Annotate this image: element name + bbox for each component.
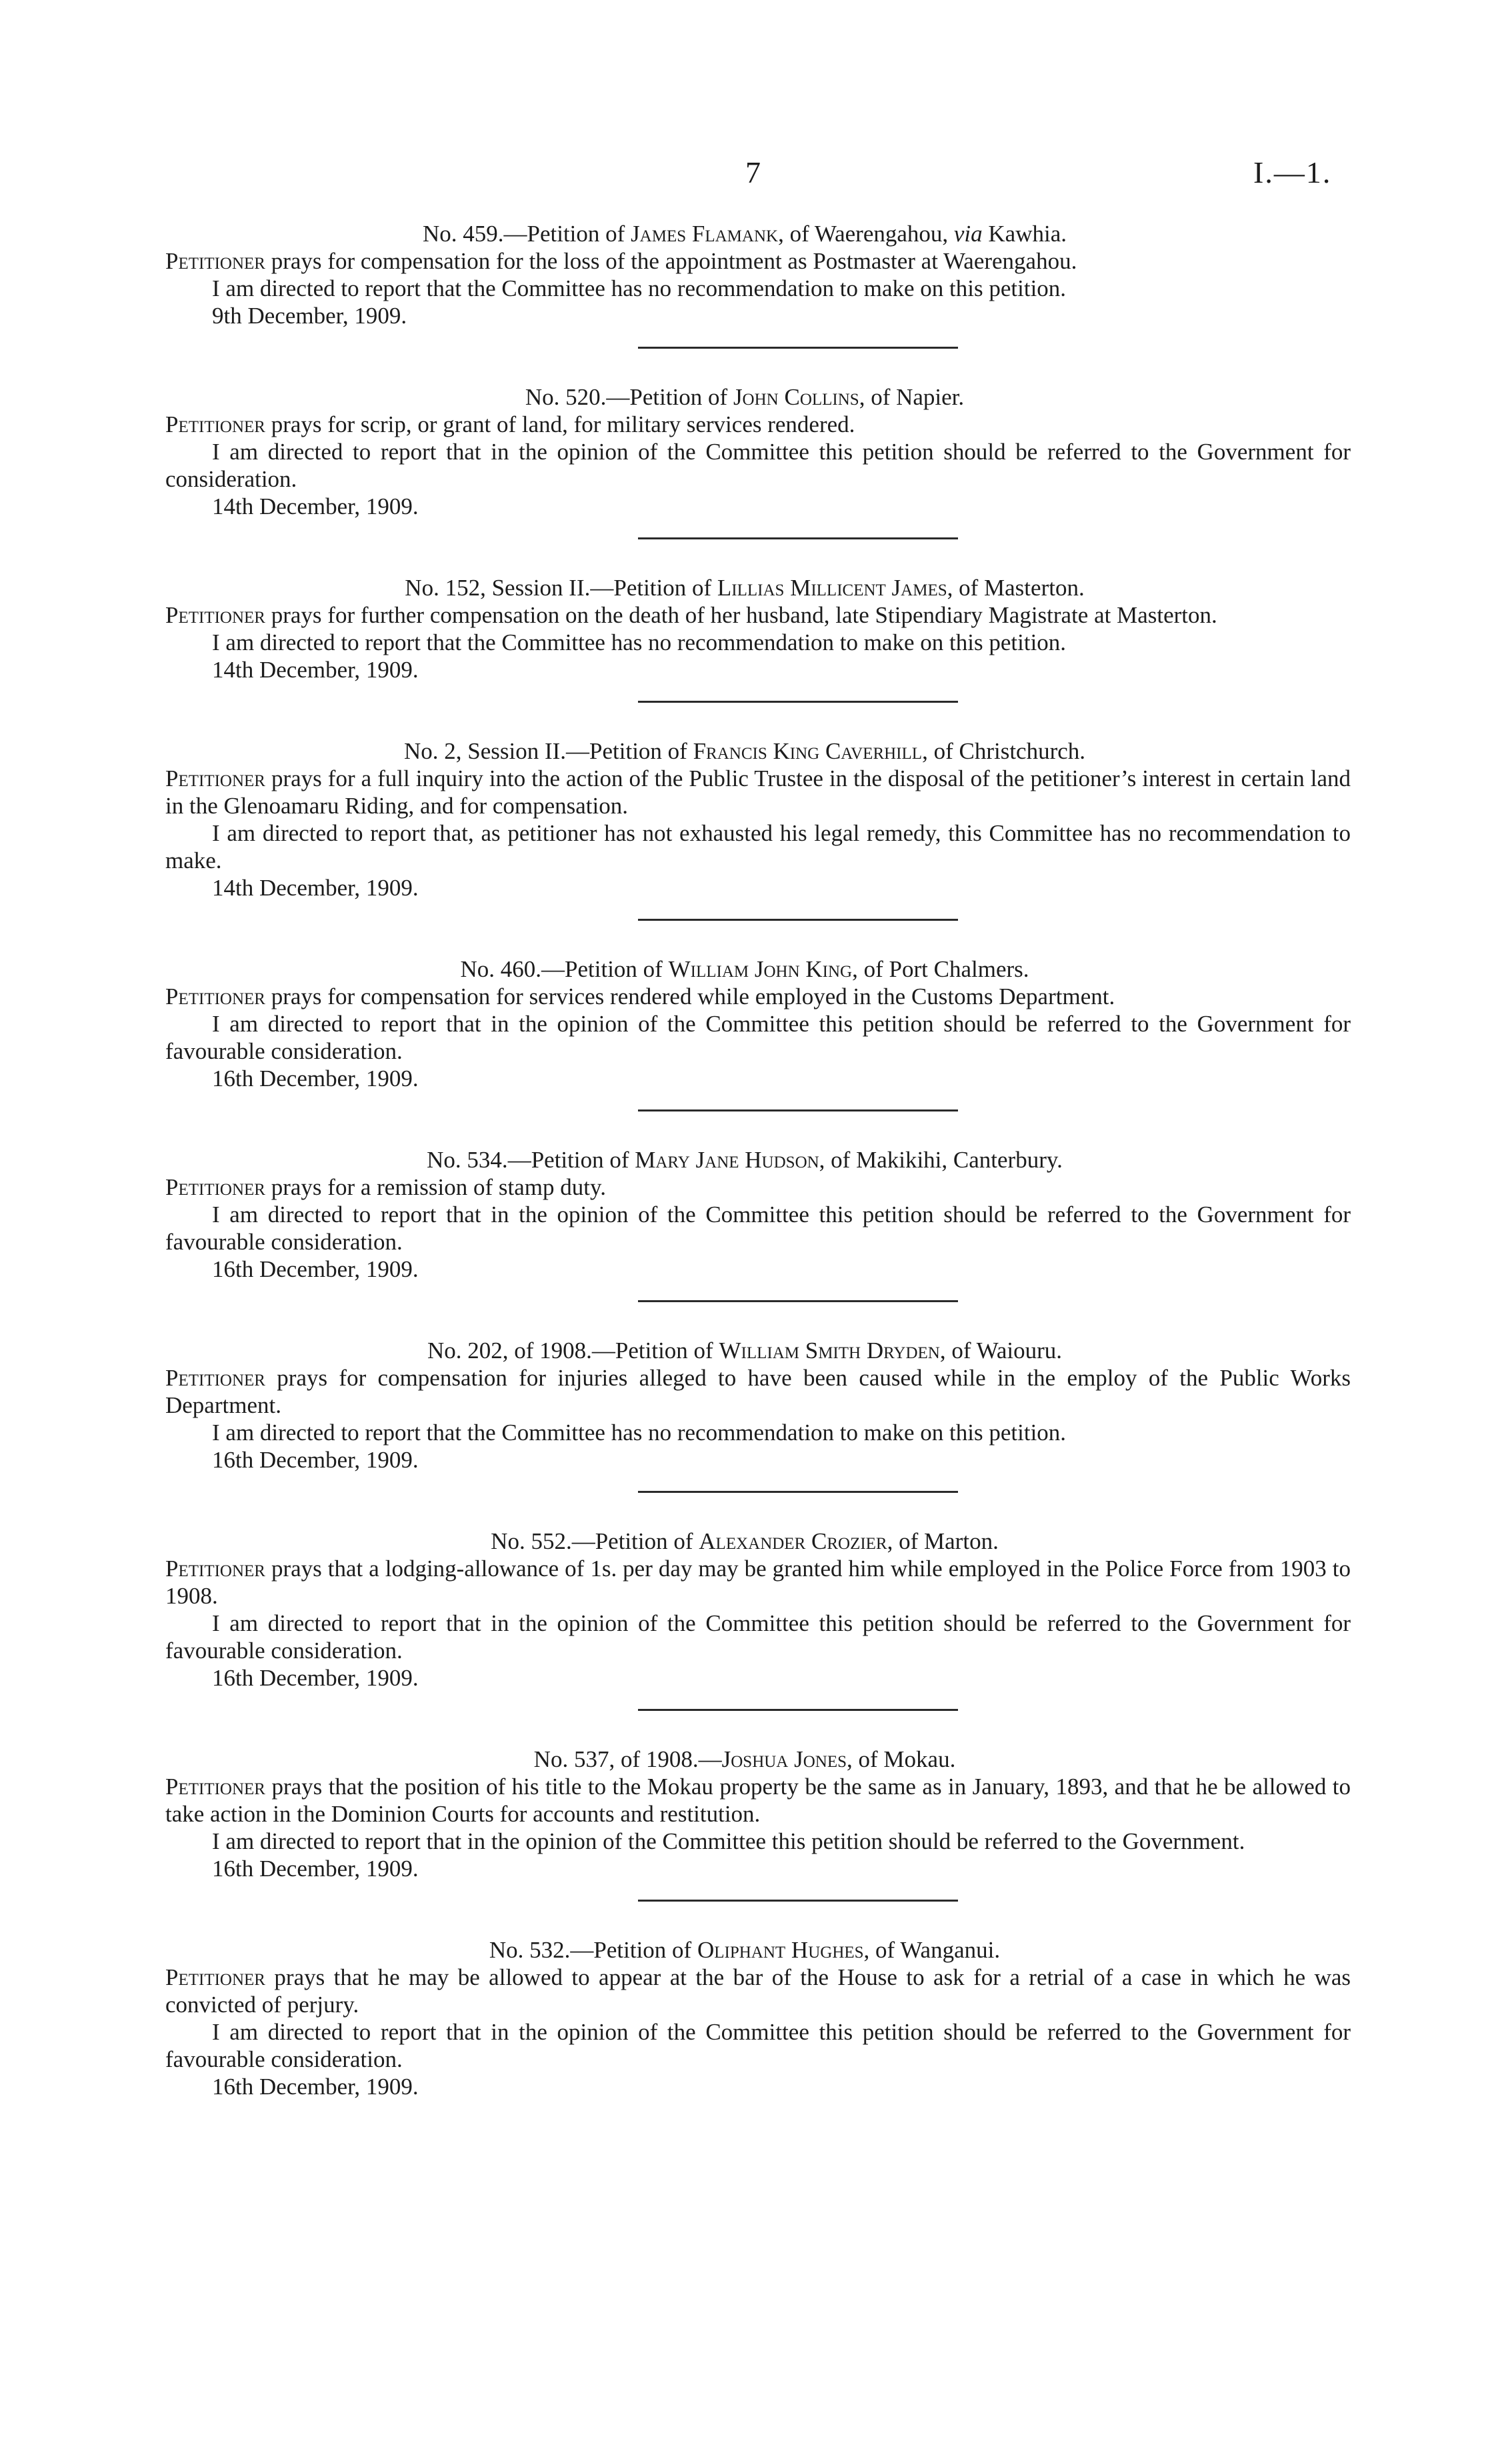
petition-prayer: Petitioner prays for further compensation on the death of her husband, late Stipendiary Magistrate at Masterton.: [165, 602, 1217, 628]
petition-title: No. 459.—Petition of James Flamank, of Waerengahou, via Kawhia.: [422, 221, 1067, 247]
section-divider: [638, 347, 958, 349]
petition-prayer: Petitioner prays for scrip, or grant of land, for military services rendered.: [165, 411, 855, 437]
section-divider: [638, 1900, 958, 1902]
committee-report: I am directed to report that the Committee has no recommendation to make on this petition.: [212, 275, 1067, 301]
committee-report: I am directed to report that in the opinion of the Committee this petition should be referred to the Government for favourable consideration.: [165, 1610, 1351, 1664]
petitioner-place: Port Chalmers.: [889, 956, 1029, 982]
petition-prayer: Petitioner prays that a lodging-allowance of 1s. per day may be granted him while employed in the Police Force from 1903 to 1908.: [165, 1556, 1351, 1609]
petitioner-name: William John King: [668, 956, 853, 982]
petition-number: No. 537, of 1908.: [533, 1746, 699, 1772]
petition-title: No. 537, of 1908.—Joshua Jones, of Mokau.: [533, 1746, 956, 1772]
petition-entry: [165, 574, 1351, 683]
petitioner-name: Mary Jane Hudson: [635, 1147, 819, 1173]
section-divider: [638, 1491, 958, 1493]
petition-prayer: Petitioner prays for a full inquiry into the action of the Public Trustee in the disposal of the petitioner’s interest in certain land in the Glenoamaru Riding, and for compensation.: [165, 765, 1351, 819]
petition-number: No. 152, Session II.: [405, 575, 591, 601]
petitioner-place: Wanganui.: [900, 1937, 1001, 1963]
petitioner-place: Makikihi, Canterbury.: [856, 1147, 1063, 1173]
petition-entry: [165, 1337, 1351, 1474]
petition-entry: [165, 1528, 1351, 1692]
report-date: 16th December, 1909.: [212, 2074, 419, 2100]
petition-prayer: Petitioner prays that he may be allowed to appear at the bar of the House to ask for a retrial of a case in which he was convicted of perjury.: [165, 1964, 1351, 2018]
section-divider: [638, 1709, 958, 1711]
petition-title: No. 532.—Petition of Oliphant Hughes, of Wanganui.: [489, 1937, 1001, 1963]
committee-report: I am directed to report that in the opinion of the Committee this petition should be referred to the Government for favourable consideration.: [165, 1201, 1351, 1255]
section-divider: [638, 1109, 958, 1111]
petitioner-place: Mokau.: [883, 1746, 956, 1772]
petition-prayer: Petitioner prays for a remission of stamp duty.: [165, 1174, 606, 1200]
petitioner-name: Francis King Caverhill: [693, 738, 923, 764]
petition-number: No. 459.: [422, 221, 504, 247]
petition-number: No. 532.: [489, 1937, 571, 1963]
committee-report: I am directed to report that in the opinion of the Committee this petition should be referred to the Government.: [212, 1828, 1245, 1854]
petitioner-name: Lillias Millicent James: [717, 575, 947, 601]
petitioner-place: Masterton.: [984, 575, 1085, 601]
place-via: via: [953, 221, 983, 247]
committee-report: I am directed to report that, as petitioner has not exhausted his legal remedy, this Committee has no recommendation to make.: [165, 820, 1351, 873]
paper-reference: I.—1.: [1253, 155, 1332, 189]
petition-title: No. 520.—Petition of John Collins, of Napier.: [525, 384, 965, 410]
petition-title: No. 152, Session II.—Petition of Lillias Millicent James, of Masterton.: [405, 575, 1085, 601]
petition-number: No. 202, of 1908.: [427, 1338, 592, 1364]
petitioner-name: James Flamank: [631, 221, 779, 247]
report-date: 9th December, 1909.: [212, 303, 407, 329]
petition-title: No. 202, of 1908.—Petition of William Smith Dryden, of Waiouru.: [427, 1338, 1063, 1364]
petitioner-name: John Collins: [733, 384, 859, 410]
petition-prayer: Petitioner prays for compensation for services rendered while employed in the Customs Department.: [165, 983, 1115, 1009]
petitioner-name: Joshua Jones: [721, 1746, 847, 1772]
section-divider: [638, 919, 958, 921]
petition-number: No. 520.: [525, 384, 607, 410]
petitioner-place: Waerengahou,: [814, 221, 949, 247]
petition-prayer: Petitioner prays for compensation for injuries alleged to have been caused while in the employ of the Public Works Department.: [165, 1365, 1351, 1418]
petition-title: No. 460.—Petition of William John King, of Port Chalmers.: [460, 956, 1029, 982]
petitioner-place: Napier.: [896, 384, 965, 410]
petition-prayer: Petitioner prays that the position of his title to the Mokau property be the same as in January, 1893, and that he be allowed to take action in the Dominion Courts for accounts and restitution.: [165, 1774, 1351, 1827]
petition-entry: [165, 220, 1351, 329]
petition-entry: [165, 1146, 1351, 1283]
petition-entry: [165, 383, 1351, 520]
page-number: 7: [745, 155, 761, 189]
report-date: 14th December, 1909.: [212, 493, 419, 519]
committee-report: I am directed to report that in the opinion of the Committee this petition should be referred to the Government for favourable consideration.: [165, 2019, 1351, 2072]
petition-title: No. 552.—Petition of Alexander Crozier, of Marton.: [491, 1528, 999, 1554]
committee-report: I am directed to report that in the opinion of the Committee this petition should be referred to the Government for consideration.: [165, 439, 1351, 492]
report-date: 16th December, 1909.: [212, 1447, 419, 1473]
petitioner-name: William Smith Dryden: [719, 1338, 940, 1364]
section-divider: [638, 701, 958, 703]
committee-report: I am directed to report that the Committee has no recommendation to make on this petition.: [212, 629, 1067, 655]
petition-entry: [165, 1746, 1351, 1882]
petitioner-place: Christchurch.: [959, 738, 1086, 764]
report-date: 16th December, 1909.: [212, 1065, 419, 1091]
committee-report: I am directed to report that in the opinion of the Committee this petition should be referred to the Government for favourable consideration.: [165, 1011, 1351, 1064]
section-divider: [638, 537, 958, 539]
report-date: 16th December, 1909.: [212, 1856, 419, 1882]
petitioner-name: Alexander Crozier: [699, 1528, 887, 1554]
petitioner-name: Oliphant Hughes: [697, 1937, 864, 1963]
petition-title: No. 2, Session II.—Petition of Francis King Caverhill, of Christchurch.: [403, 738, 1086, 764]
report-date: 14th December, 1909.: [212, 657, 419, 683]
report-date: 16th December, 1909.: [212, 1256, 419, 1282]
report-date: 14th December, 1909.: [212, 875, 419, 901]
petition-title: No. 534.—Petition of Mary Jane Hudson, of Makikihi, Canterbury.: [427, 1147, 1063, 1173]
petition-entry: [165, 1936, 1351, 2100]
petition-number: No. 2, Session II.: [403, 738, 567, 764]
petition-number: No. 534.: [427, 1147, 508, 1173]
petitioner-place: Waiouru.: [976, 1338, 1063, 1364]
committee-report: I am directed to report that the Committee has no recommendation to make on this petition.: [212, 1420, 1067, 1446]
petition-entry: [165, 955, 1351, 1092]
report-date: 16th December, 1909.: [212, 1665, 419, 1691]
petition-number: No. 460.: [460, 956, 542, 982]
petition-number: No. 552.: [491, 1528, 572, 1554]
page-header: [0, 155, 1512, 201]
petition-entry: [165, 737, 1351, 901]
petitioner-place: Marton.: [924, 1528, 999, 1554]
place-suffix: Kawhia.: [988, 221, 1067, 247]
petition-prayer: Petitioner prays for compensation for the loss of the appointment as Postmaster at Waerengahou.: [165, 248, 1077, 274]
petitions-list: [165, 220, 1351, 2100]
section-divider: [638, 1300, 958, 1302]
